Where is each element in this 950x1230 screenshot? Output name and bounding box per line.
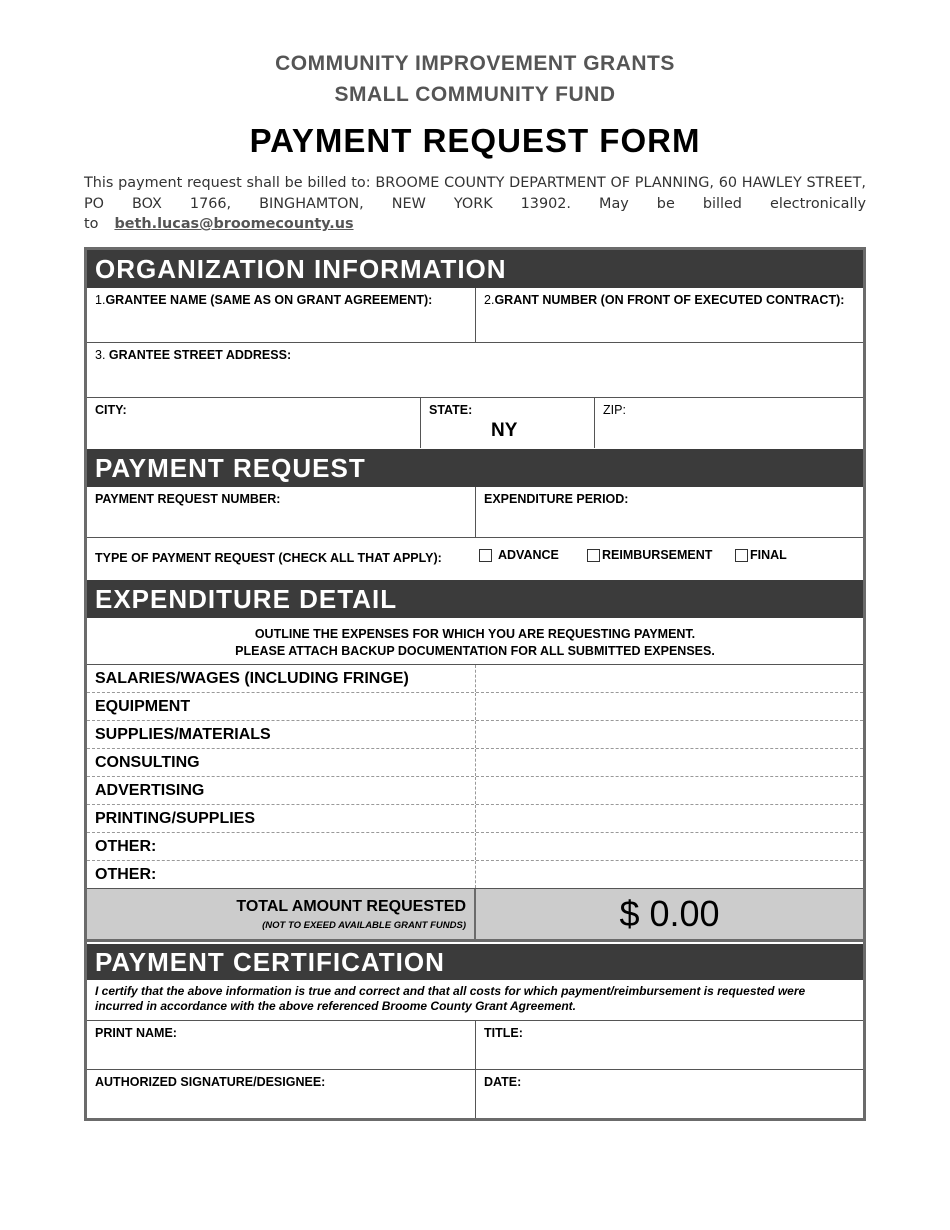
expense-label: PRINTING/SUPPLIES <box>87 805 476 832</box>
instruction-line: PLEASE ATTACH BACKUP DOCUMENTATION FOR ALL SUBMITTED EXPENSES. <box>235 644 715 658</box>
billing-email-link[interactable]: beth.lucas@broomecounty.us <box>114 216 354 232</box>
expense-label: OTHER: <box>87 833 476 860</box>
payment-row-number-period <box>87 487 863 538</box>
field-label: DATE: <box>484 1075 522 1089</box>
field-label: STATE: <box>429 403 473 417</box>
state-value: NY <box>491 420 518 441</box>
field-label: TITLE: <box>484 1026 523 1040</box>
title-field[interactable] <box>476 1021 863 1069</box>
billing-text: This payment request shall be billed to: BROOME COUNTY DEPARTMENT OF PLANNING, 60 HAWLEY STREET, PO BOX 1766, BINGHAMTON, NEW YORK 13902. May be billed electronically to <box>84 175 866 232</box>
expense-label: EQUIPMENT <box>87 693 476 720</box>
section-payment-certification <box>87 944 863 980</box>
street-address-field[interactable] <box>87 343 863 397</box>
checkbox-label: ADVANCE <box>498 548 559 562</box>
expense-row-equipment <box>87 693 863 721</box>
payment-type-label: TYPE OF PAYMENT REQUEST (CHECK ALL THAT APPLY): <box>95 551 442 565</box>
expense-row-consulting <box>87 749 863 777</box>
expense-label: ADVERTISING <box>87 777 476 804</box>
expense-amount-input[interactable] <box>476 721 863 748</box>
reimbursement-checkbox[interactable] <box>587 548 712 562</box>
cert-row-signature-date <box>87 1070 863 1118</box>
section-title: ORGANIZATION INFORMATION <box>95 253 507 284</box>
expense-row-salaries <box>87 665 863 693</box>
total-amount-row <box>87 889 863 942</box>
expense-amount-input[interactable] <box>476 833 863 860</box>
form-title: PAYMENT REQUEST FORM <box>249 122 701 159</box>
total-note: (NOT TO EXEED AVAILABLE GRANT FUNDS) <box>262 920 466 931</box>
expense-row-supplies <box>87 721 863 749</box>
expense-amount-input[interactable] <box>476 749 863 776</box>
field-label: AUTHORIZED SIGNATURE/DESIGNEE: <box>95 1075 326 1089</box>
final-checkbox[interactable] <box>735 548 787 562</box>
org-row-city-state-zip <box>87 398 863 448</box>
section-title: PAYMENT REQUEST <box>95 452 366 483</box>
field-label: GRANTEE NAME (SAME AS ON GRANT AGREEMENT): <box>105 293 433 307</box>
total-label-cell <box>87 889 476 939</box>
checkbox-icon <box>735 549 748 562</box>
program-title: COMMUNITY IMPROVEMENT GRANTS <box>275 52 675 75</box>
expense-row-advertising <box>87 777 863 805</box>
expenditure-instructions <box>87 618 863 665</box>
section-organization-information <box>87 250 863 288</box>
field-label: CITY: <box>95 403 127 417</box>
expense-amount-input[interactable] <box>476 861 863 888</box>
expense-amount-input[interactable] <box>476 665 863 692</box>
expense-amount-input[interactable] <box>476 693 863 720</box>
field-label: PRINT NAME: <box>95 1026 177 1040</box>
expense-row-other-1 <box>87 833 863 861</box>
instruction-line: OUTLINE THE EXPENSES FOR WHICH YOU ARE REQUESTING PAYMENT. <box>254 627 696 641</box>
expense-label: CONSULTING <box>87 749 476 776</box>
field-label: GRANTEE STREET ADDRESS: <box>108 348 292 362</box>
payment-request-form <box>84 247 866 1121</box>
expense-label: SUPPLIES/MATERIALS <box>87 721 476 748</box>
grantee-name-field[interactable] <box>87 288 476 342</box>
payment-type-row <box>87 538 863 579</box>
expense-label: SALARIES/WAGES (INCLUDING FRINGE) <box>87 665 476 692</box>
field-label: GRANT NUMBER (ON FRONT OF EXECUTED CONTRACT): <box>494 293 845 307</box>
expense-amount-input[interactable] <box>476 805 863 832</box>
certification-statement: I certify that the above information is true and correct and that all costs for which payment/reimbursement is requested were incurred in accordance with the above referenced Broome County Grant Agreement. <box>87 980 863 1021</box>
field-number: 1. <box>95 293 106 307</box>
section-payment-request <box>87 449 863 487</box>
signature-field[interactable] <box>87 1070 476 1118</box>
expenditure-period-field[interactable] <box>476 487 863 537</box>
fund-title: SMALL COMMUNITY FUND <box>334 83 616 106</box>
zip-field[interactable] <box>595 398 863 448</box>
city-field[interactable] <box>87 398 421 448</box>
state-field[interactable] <box>421 398 595 448</box>
date-field[interactable] <box>476 1070 863 1118</box>
expense-row-printing <box>87 805 863 833</box>
print-name-field[interactable] <box>87 1021 476 1069</box>
section-title: EXPENDITURE DETAIL <box>95 583 398 614</box>
org-row-street <box>87 343 863 398</box>
field-label: PAYMENT REQUEST NUMBER: <box>95 492 281 506</box>
field-number: 2. <box>484 293 495 307</box>
field-label: EXPENDITURE PERIOD: <box>484 492 629 506</box>
org-row-name-number <box>87 288 863 343</box>
grant-number-field[interactable] <box>476 288 863 342</box>
checkbox-label: FINAL <box>750 548 787 562</box>
payment-request-number-field[interactable] <box>87 487 476 537</box>
total-label: TOTAL AMOUNT REQUESTED <box>236 898 466 915</box>
cert-row-name-title <box>87 1021 863 1070</box>
checkbox-icon <box>587 549 600 562</box>
billing-instructions <box>84 173 866 235</box>
expense-row-other-2 <box>87 861 863 889</box>
checkbox-label: REIMBURSEMENT <box>602 548 713 562</box>
section-expenditure-detail <box>87 580 863 618</box>
checkbox-icon <box>479 549 492 562</box>
field-number: 3. <box>95 348 106 362</box>
expense-amount-input[interactable] <box>476 777 863 804</box>
section-title: PAYMENT CERTIFICATION <box>95 946 445 977</box>
expenditure-table <box>87 665 863 889</box>
total-amount-value: $ 0.00 <box>619 893 720 934</box>
field-label: ZIP: <box>603 403 626 417</box>
advance-checkbox[interactable] <box>479 548 559 562</box>
expense-label: OTHER: <box>87 861 476 888</box>
